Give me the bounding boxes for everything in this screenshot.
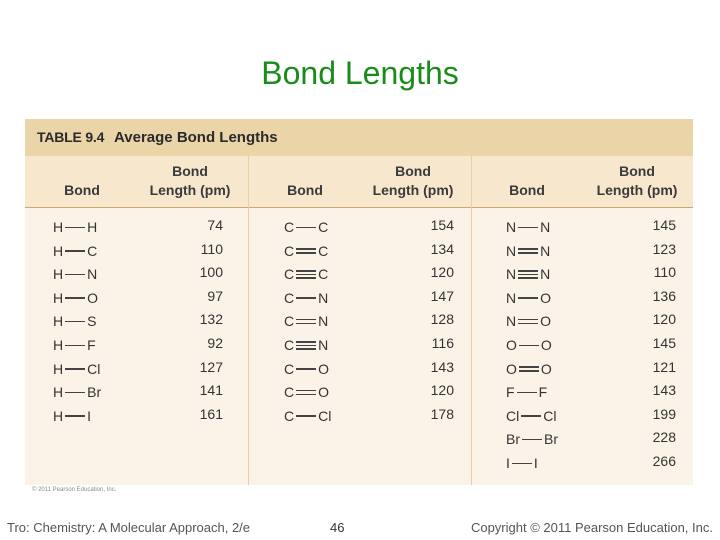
- col-header-length-line1: Bond: [172, 163, 208, 179]
- bond-formula: [53, 382, 101, 402]
- table-row: [284, 382, 484, 406]
- table-row: [506, 453, 706, 477]
- bond-length-value: 74: [207, 217, 223, 233]
- atom-label: O: [506, 337, 517, 353]
- double-bond-icon: [518, 246, 538, 256]
- footer-copyright: Copyright © 2011 Pearson Education, Inc.: [470, 520, 713, 535]
- bond-formula: [284, 335, 328, 355]
- bond-length-value: 266: [652, 453, 676, 469]
- bond-length-value: 97: [207, 287, 223, 304]
- single-bond-icon: [65, 387, 85, 397]
- atom-label: H: [53, 313, 64, 330]
- atom-label: N: [87, 266, 98, 283]
- bond-length-value: 127: [199, 358, 223, 375]
- bond-formula: [506, 241, 550, 261]
- bond-formula: [284, 264, 328, 284]
- bond-length-value: 178: [430, 405, 454, 422]
- table-row: [506, 335, 706, 359]
- bond-formula: [506, 264, 550, 284]
- atom-label: O: [318, 360, 330, 377]
- col-header-length-1: [135, 162, 245, 200]
- bond-formula: [284, 406, 331, 426]
- atom-label: H: [87, 219, 98, 235]
- atom-label: C: [318, 266, 329, 283]
- bond-formula: [506, 217, 550, 237]
- atom-label: C: [318, 242, 329, 259]
- table-row: [506, 429, 706, 453]
- table-row: [284, 406, 484, 430]
- col-header-bond-1: Bond: [64, 182, 100, 198]
- bond-formula: [53, 264, 97, 284]
- bond-length-value: 145: [652, 335, 676, 351]
- col-header-length-line2: Length (pm): [596, 182, 678, 198]
- table-row: [53, 382, 253, 406]
- col-header-bond-2: Bond: [287, 182, 323, 198]
- footer-book-title: Tro: Chemistry: A Molecular Approach, 2/e: [7, 520, 251, 535]
- atom-label: N: [318, 337, 329, 353]
- table-row: [506, 311, 706, 335]
- header-rule: [25, 207, 693, 208]
- atom-label: O: [540, 360, 552, 377]
- table-row: [53, 264, 253, 288]
- table-row: [53, 335, 253, 359]
- atom-label: H: [53, 360, 64, 377]
- table-row: [506, 359, 706, 383]
- bond-length-value: 161: [199, 405, 223, 422]
- table-row: [53, 217, 253, 241]
- atom-label: Br: [87, 384, 102, 401]
- bond-length-value: 120: [652, 311, 676, 328]
- atom-label: F: [506, 384, 515, 401]
- slide-title: Bond Lengths: [261, 55, 459, 91]
- atom-label: I: [87, 407, 92, 424]
- single-bond-icon: [65, 364, 85, 374]
- single-bond-icon: [65, 269, 85, 279]
- col-header-length-line2: Length (pm): [149, 182, 231, 198]
- single-bond-icon: [296, 222, 316, 232]
- table-row: [53, 406, 253, 430]
- table-row: [506, 382, 706, 406]
- single-bond-icon: [296, 364, 316, 374]
- atom-label: N: [540, 242, 551, 259]
- bond-length-value: 120: [430, 264, 454, 281]
- table-row: [284, 217, 484, 241]
- bond-length-value: 141: [199, 382, 223, 399]
- atom-label: Br: [544, 431, 558, 448]
- bond-length-table: [25, 119, 693, 485]
- atom-label: O: [87, 289, 99, 306]
- atom-label: N: [506, 219, 517, 235]
- atom-label: C: [284, 384, 295, 401]
- atom-label: C: [284, 313, 295, 330]
- bond-length-value: 154: [430, 217, 454, 233]
- atom-label: I: [506, 455, 510, 471]
- bond-length-value: 100: [199, 264, 223, 281]
- col-header-length-line2: Length (pm): [372, 182, 454, 198]
- image-credit: © 2011 Pearson Education, Inc.: [32, 487, 117, 493]
- atom-label: F: [538, 384, 548, 401]
- table-label: TABLE 9.4: [37, 129, 105, 145]
- bond-formula: [284, 241, 328, 261]
- double-bond-icon: [519, 364, 539, 374]
- bond-formula: [284, 311, 328, 331]
- double-bond-icon: [296, 316, 316, 326]
- table-row: [506, 406, 706, 430]
- bond-formula: [53, 335, 96, 355]
- table-row: [53, 359, 253, 383]
- single-bond-icon: [517, 387, 537, 397]
- bond-formula: [284, 217, 328, 237]
- bond-length-value: 143: [430, 358, 454, 375]
- double-bond-icon: [296, 246, 316, 256]
- single-bond-icon: [296, 293, 316, 303]
- atom-label: H: [53, 407, 64, 424]
- bond-formula: [284, 359, 329, 379]
- single-bond-icon: [522, 434, 542, 444]
- column-headers: [25, 156, 693, 207]
- atom-label: N: [318, 313, 329, 330]
- single-bond-icon: [65, 246, 85, 256]
- atom-label: N: [506, 242, 517, 259]
- bond-length-value: 92: [207, 335, 223, 351]
- col-header-length-line1: Bond: [619, 163, 655, 179]
- single-bond-icon: [65, 316, 85, 326]
- atom-label: C: [284, 219, 295, 235]
- atom-label: C: [284, 289, 295, 306]
- bond-length-value: 132: [199, 311, 223, 328]
- bond-length-value: 147: [430, 287, 454, 304]
- atom-label: N: [506, 313, 517, 330]
- double-bond-icon: [296, 387, 316, 397]
- table-row: [53, 241, 253, 265]
- bond-length-value: 120: [430, 382, 454, 399]
- bond-length-value: 145: [652, 217, 676, 233]
- atom-label: Cl: [543, 407, 557, 424]
- bond-formula: [506, 406, 556, 426]
- col-header-bond-3: Bond: [509, 182, 545, 198]
- atom-label: N: [540, 266, 551, 283]
- bond-formula: [506, 359, 552, 379]
- atom-label: C: [284, 242, 295, 259]
- table-title-bar: [25, 119, 693, 156]
- atom-label: C: [87, 242, 98, 259]
- bond-formula: [284, 288, 328, 308]
- single-bond-icon: [296, 411, 316, 421]
- table-row: [284, 241, 484, 265]
- bond-length-value: 123: [652, 240, 676, 257]
- atom-label: H: [53, 219, 64, 235]
- triple-bond-icon: [518, 269, 538, 279]
- atom-label: O: [506, 360, 517, 377]
- bond-formula: [506, 429, 558, 449]
- table-row: [506, 264, 706, 288]
- bond-formula: [506, 453, 538, 473]
- atom-label: H: [53, 289, 64, 306]
- atom-label: O: [318, 384, 330, 401]
- single-bond-icon: [521, 411, 541, 421]
- atom-label: Cl: [506, 407, 520, 424]
- atom-label: O: [540, 337, 552, 353]
- atom-label: C: [284, 360, 295, 377]
- triple-bond-icon: [296, 340, 316, 350]
- atom-label: Cl: [318, 407, 332, 424]
- bond-length-value: 199: [652, 405, 676, 422]
- single-bond-icon: [512, 458, 532, 468]
- bond-formula: [284, 382, 329, 402]
- table-row: [284, 335, 484, 359]
- bond-formula: [53, 406, 91, 426]
- bond-formula: [506, 335, 552, 355]
- atom-label: Cl: [87, 360, 101, 377]
- double-bond-icon: [518, 316, 538, 326]
- bond-length-value: 228: [652, 429, 676, 446]
- atom-label: C: [284, 266, 295, 283]
- table-row: [506, 241, 706, 265]
- bond-formula: [53, 311, 96, 331]
- bond-length-value: 110: [653, 264, 676, 281]
- bond-length-value: 110: [200, 240, 223, 257]
- single-bond-icon: [65, 222, 85, 232]
- bond-length-value: 143: [652, 382, 676, 399]
- table-row: [284, 288, 484, 312]
- page-number: 46: [330, 520, 345, 535]
- bond-length-value: 128: [430, 311, 454, 328]
- single-bond-icon: [518, 293, 538, 303]
- atom-label: H: [53, 384, 64, 401]
- single-bond-icon: [518, 222, 538, 232]
- atom-label: N: [540, 219, 551, 235]
- single-bond-icon: [65, 293, 85, 303]
- atom-label: I: [533, 455, 538, 471]
- atom-label: O: [540, 289, 552, 306]
- bond-formula: [506, 382, 547, 402]
- table-name: Average Bond Lengths: [114, 129, 278, 146]
- bond-length-value: 121: [652, 358, 676, 375]
- single-bond-icon: [65, 340, 85, 350]
- col-header-length-2: [358, 162, 468, 200]
- atom-label: Br: [506, 431, 520, 448]
- bond-length-value: 136: [652, 287, 676, 304]
- atom-label: H: [53, 266, 64, 283]
- table-row: [284, 264, 484, 288]
- table-row: [53, 311, 253, 335]
- atom-label: N: [506, 266, 517, 283]
- atom-label: O: [540, 313, 552, 330]
- col-header-length-3: [582, 162, 692, 200]
- bond-length-value: 134: [430, 240, 454, 257]
- atom-label: C: [318, 219, 329, 235]
- table-row: [506, 217, 706, 241]
- atom-label: N: [506, 289, 517, 306]
- table-row: [53, 288, 253, 312]
- table-row: [284, 359, 484, 383]
- bond-formula: [53, 359, 100, 379]
- atom-label: F: [87, 337, 96, 353]
- table-row: [506, 288, 706, 312]
- atom-label: S: [87, 313, 97, 330]
- atom-label: C: [284, 407, 295, 424]
- bond-length-value: 116: [431, 335, 454, 351]
- triple-bond-icon: [296, 269, 316, 279]
- atom-label: H: [53, 337, 64, 353]
- bond-formula: [53, 217, 97, 237]
- atom-label: H: [53, 242, 64, 259]
- atom-label: C: [284, 337, 295, 353]
- bond-formula: [506, 311, 551, 331]
- bond-formula: [506, 288, 551, 308]
- single-bond-icon: [65, 411, 85, 421]
- single-bond-icon: [519, 340, 539, 350]
- bond-formula: [53, 288, 98, 308]
- bond-formula: [53, 241, 97, 261]
- table-row: [284, 311, 484, 335]
- atom-label: N: [318, 289, 329, 306]
- col-header-length-line1: Bond: [395, 163, 431, 179]
